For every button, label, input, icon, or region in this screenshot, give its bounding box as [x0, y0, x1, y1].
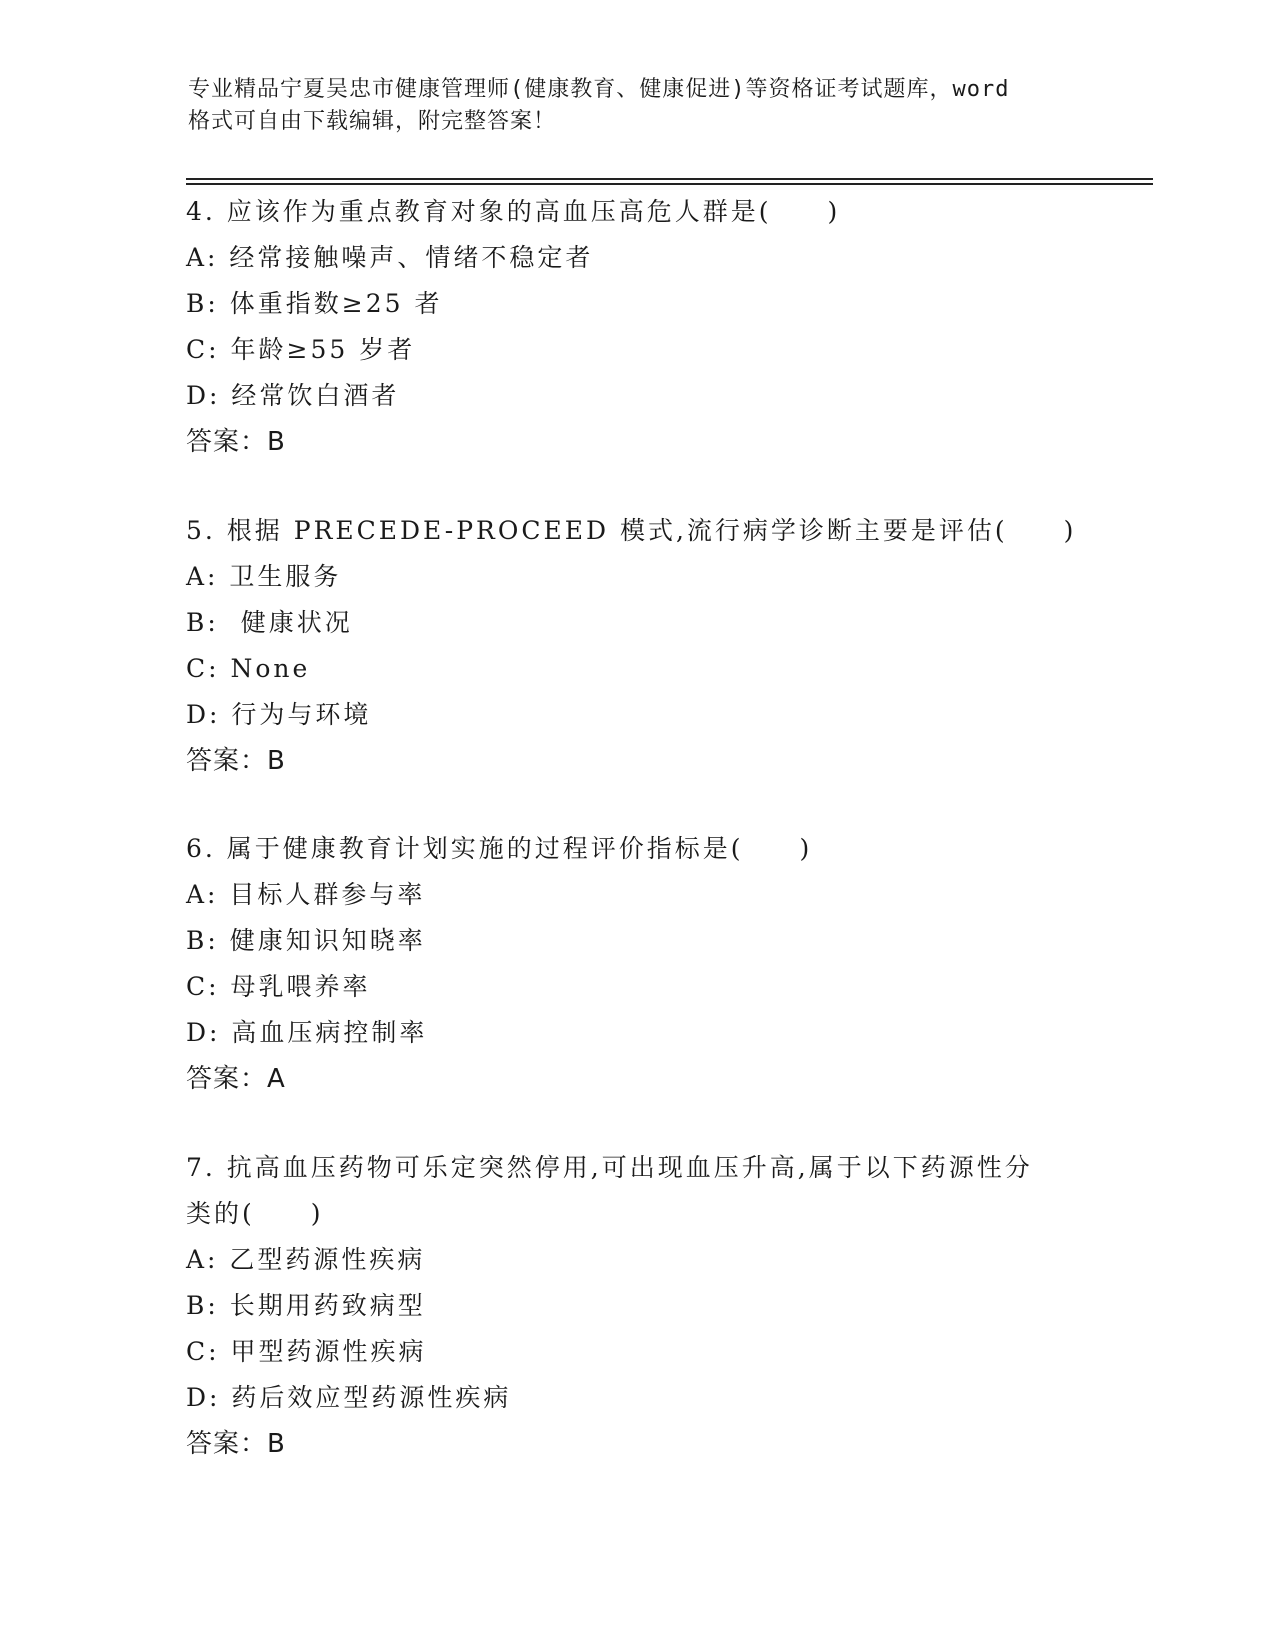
- option-b: B: 健康状况: [186, 608, 353, 637]
- answer-label: 答案：B: [186, 1429, 286, 1459]
- option-c: C: 甲型药源性疾病: [186, 1337, 427, 1366]
- answer-label: 答案：B: [186, 427, 286, 457]
- option-b: B: 健康知识知晓率: [186, 926, 426, 955]
- option-d: D: 经常饮白酒者: [186, 381, 400, 410]
- answer-label: 答案：B: [186, 746, 286, 776]
- header-divider-top: [186, 178, 1153, 180]
- question-block-6: [186, 826, 1086, 1102]
- option-a: A: 目标人群参与率: [186, 880, 426, 909]
- option-c: C: 年龄≥55 岁者: [186, 335, 416, 364]
- question-stem: 7. 抗高血压药物可乐定突然停用,可出现血压升高,属于以下药源性分类的( ): [186, 1153, 1033, 1228]
- question-block-7: [186, 1145, 1086, 1467]
- option-d: D: 行为与环境: [186, 700, 372, 729]
- option-a: A: 乙型药源性疾病: [186, 1245, 426, 1274]
- question-stem: 4. 应该作为重点教育对象的高血压高危人群是( ): [186, 197, 841, 226]
- header-divider-bottom: [186, 183, 1153, 185]
- option-a: A: 经常接触噪声、情绪不稳定者: [186, 243, 594, 272]
- document-header: [188, 74, 1088, 138]
- question-block-4: [186, 189, 1086, 465]
- option-d: D: 药后效应型药源性疾病: [186, 1383, 512, 1412]
- header-line-1: 专业精品宁夏吴忠市健康管理师(健康教育、健康促进)等资格证考试题库，word: [188, 77, 1010, 102]
- question-block-5: [186, 508, 1086, 784]
- option-b: B: 体重指数≥25 者: [186, 289, 443, 318]
- option-a: A: 卫生服务: [186, 562, 342, 591]
- option-d: D: 高血压病控制率: [186, 1018, 428, 1047]
- option-b: B: 长期用药致病型: [186, 1291, 426, 1320]
- option-c: C: None: [186, 654, 311, 683]
- answer-label: 答案：A: [186, 1064, 286, 1094]
- question-stem: 5. 根据 PRECEDE-PROCEED 模式,流行病学诊断主要是评估( ): [186, 516, 1077, 545]
- option-c: C: 母乳喂养率: [186, 972, 371, 1001]
- question-stem: 6. 属于健康教育计划实施的过程评价指标是( ): [186, 834, 813, 863]
- header-line-2: 格式可自由下载编辑，附完整答案！: [188, 109, 557, 134]
